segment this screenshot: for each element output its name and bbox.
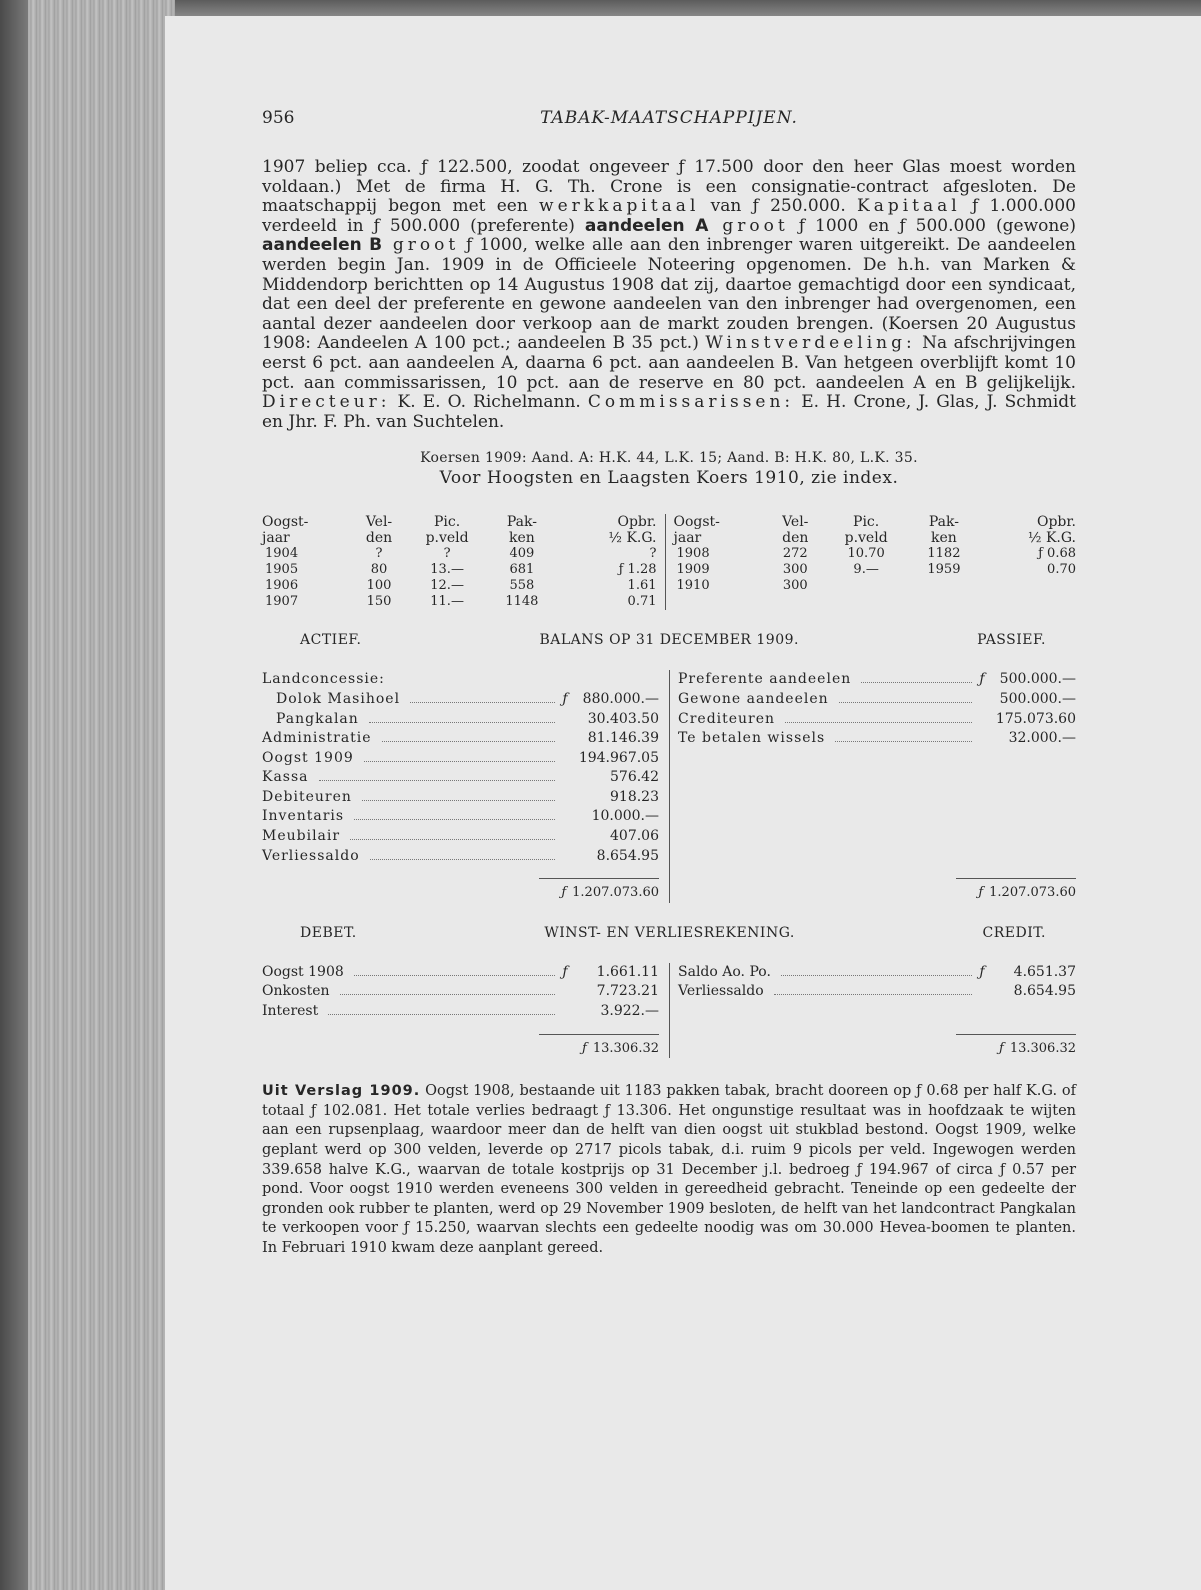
leader-dots: [781, 974, 972, 976]
leader-dots: [861, 681, 972, 683]
table-cell: 1909: [676, 562, 710, 578]
ledger-label: Preferente aandeelen: [678, 671, 852, 688]
column-header: Vel-: [782, 514, 809, 531]
credit-total: [678, 1039, 1076, 1059]
ledger-label: Verliessaldo: [678, 983, 764, 1000]
table-cell: ?: [649, 546, 657, 562]
profit-loss-title: WINST- EN VERLIESREKENING.: [544, 924, 795, 941]
ledger-amount: 32.000.—: [1008, 730, 1076, 747]
ledger-label: Interest: [262, 1003, 319, 1020]
description-paragraph: [262, 158, 1076, 432]
credit-column: [669, 963, 1076, 1058]
ledger-row: [262, 710, 659, 730]
ledger-label: Onkosten: [262, 983, 330, 1000]
table-row: [674, 562, 1077, 578]
harvest-header-row: [674, 530, 1077, 546]
ledger-amount: 880.000.—: [582, 690, 659, 707]
ledger-label: Oogst 1909: [262, 749, 354, 766]
table-cell: 300: [782, 562, 808, 578]
leader-dots: [774, 993, 972, 995]
currency-symbol: ƒ: [562, 963, 568, 980]
werkkapitaal-label: werkkapitaal: [539, 196, 700, 217]
table-cell: 1907: [265, 594, 299, 610]
text-run: ƒ 1000, welke alle aan den inbrenger waren uitgereikt. De aandeelen werden begin Jan. 1909 in de Officieele Noteering opgenomen. De h.h. van Marken & Middendorp berichtten op 14 Augustus 1908 dat zij, daartoe gemachtigd door een syndicaat, dat een deel der preferente en gewone aandeelen van den inbrenger had overgenomen, een aantal dezer aandeelen door verkoop aan de markt zouden brengen. (Koersen 20 Augustus 1908: Aandeelen A 100 pct.; aandeelen B 35 pct.): [262, 235, 1076, 354]
winstverdeeling-label: Winstverdeeling:: [705, 333, 916, 354]
column-header: den: [365, 530, 393, 547]
ledger-row: [262, 788, 659, 808]
balance-sheet: [262, 670, 1076, 903]
ledger-amount: 918.23: [610, 788, 659, 805]
ledger-row: [262, 729, 659, 749]
column-header: Pic.: [434, 514, 461, 531]
harvest-header-row: [262, 530, 665, 546]
debet-total: [262, 1039, 659, 1059]
actief-total: [262, 883, 659, 903]
table-cell: 1906: [265, 578, 299, 594]
table-cell: 80: [370, 562, 388, 578]
leader-dots: [410, 701, 555, 703]
ledger-row: [262, 963, 659, 983]
ledger-row: [678, 963, 1076, 983]
passief-total: [678, 883, 1076, 903]
page-header: [262, 108, 1076, 138]
table-cell: 10.70: [847, 546, 885, 562]
directeur-label: Directeur:: [262, 392, 391, 413]
text-run: ƒ 1000 en ƒ 500.000 (gewone): [788, 215, 1076, 236]
table-cell: 1182: [927, 546, 961, 562]
ledger-row: [262, 670, 659, 690]
currency-symbol: ƒ: [582, 1040, 587, 1056]
table-row: [674, 594, 1077, 610]
text-run: ƒ 122.500, zoodat ongeveer ƒ 17.500 door den heer Glas moest worden voldaan.) Met de firma H. G. Th. Crone is een consignatie-contract afgesloten. De maatschappij begon met een: [262, 157, 1076, 217]
ledger-row: [678, 729, 1076, 749]
ledger-row: [262, 1002, 659, 1022]
total-rule: [956, 878, 1076, 879]
column-header: ½ K.G.: [1027, 530, 1076, 547]
column-header: Pak-: [928, 514, 959, 531]
report-text: Oogst 1908, bestaande uit 1183 pakken tabak, bracht dooreen op ƒ 0.68 per half K.G. of totaal ƒ 102.081. Het totale verlies bedraagt ƒ 13.306. Het ongunstige resultaat was in hoofdzaak te wijten aan een rupsenplaag, waardoor meer dan de helft van dien oogst uit stukblad bestond. Oogst 1909, welke geplant werd op 300 velden, leverde op 2717 picols tabak, d.i. ruim 9 picols per veld. Ingewogen werden 339.658 halve K.G., waarvan de totale kostprijs op 31 December j.l. bedroeg ƒ 194.967 of circa ƒ 0.57 per pond. Voor oogst 1910 werden eveneens 300 velden in gereedheid gebracht. Teneinde op een gedeelte der gronden ook rubber te planten, werd op 29 November 1909 besloten, de helft van het landcontract Pangkalan te verkoopen voor ƒ 15.250, waarvan slechts een gedeelte noodig was om 30.000 Hevea-boomen te planten. In Februari 1910 kwam deze aanplant gereed.: [262, 1083, 1076, 1256]
currency-symbol: ƒ: [562, 690, 568, 707]
ledger-row: [678, 982, 1076, 1002]
ledger-label: Verliessaldo: [262, 847, 360, 864]
column-header: Opbr.: [617, 514, 657, 531]
profit-loss-account: [262, 963, 1076, 1058]
ledger-row: [262, 807, 659, 827]
column-header: jaar: [262, 530, 290, 547]
ledger-amount: 407.06: [610, 828, 659, 845]
running-title: TABAK-MAATSCHAPPIJEN.: [540, 108, 798, 128]
text-run: E. H. Crone, J. Glas, J. Schmidt en Jhr. F. Ph. van Suchtelen.: [262, 392, 1076, 432]
table-cell: ?: [375, 546, 383, 562]
ledger-row: [262, 768, 659, 788]
table-cell: 0.71: [627, 594, 657, 610]
passief-heading: PASSIEF.: [977, 632, 1046, 649]
aandeelen-a-label: aandeelen A: [584, 215, 709, 236]
ledger-row: [678, 670, 1076, 690]
leader-dots: [835, 740, 972, 742]
leader-dots: [354, 974, 555, 976]
table-cell: 300: [782, 578, 808, 594]
currency-symbol: ƒ: [561, 885, 567, 901]
profit-loss-title-row: [262, 925, 1076, 941]
table-cell: 558: [509, 578, 535, 594]
total-amount: 1.207.073.60: [572, 885, 659, 901]
leader-dots: [839, 701, 972, 703]
page-number: 956: [262, 108, 295, 128]
column-header: p.veld: [425, 530, 469, 547]
ledger-amount: 500.000.—: [999, 671, 1076, 688]
leader-dots: [370, 858, 555, 860]
table-cell: 150: [366, 594, 392, 610]
table-row: [674, 578, 1077, 594]
table-row: [262, 546, 665, 562]
ledger-label: Crediteuren: [678, 710, 776, 727]
harvest-table-left: [262, 514, 665, 610]
leader-dots: [364, 760, 555, 762]
table-cell: 1.61: [627, 578, 657, 594]
harvest-header-row: [262, 514, 665, 530]
company-description: [262, 158, 1076, 432]
spacer: [678, 749, 1076, 867]
column-header: Pic.: [853, 514, 880, 531]
column-header: Pak-: [506, 514, 537, 531]
ledger-amount: 8.654.95: [1013, 983, 1076, 1000]
text-run: Na afschrijvingen eerst 6 pct. aan aandeelen A, daarna 6 pct. aan aandeelen B. Van hetgeen overblijft komt 10 pct. aan commissarissen, 10 pct. aan de reserve en 80 pct. aandeelen A en B gelijkelijk.: [262, 333, 1077, 393]
leader-dots: [785, 721, 972, 723]
debet-column: [262, 963, 669, 1058]
index-reference-line: Voor Hoogsten en Laagsten Koers 1910, zie index.: [439, 468, 899, 489]
column-header: den: [782, 530, 809, 547]
table-cell: 13.—: [430, 562, 464, 578]
report-heading: Uit Verslag 1909.: [262, 1083, 421, 1100]
table-cell: 100: [366, 578, 392, 594]
ledger-row: [262, 827, 659, 847]
text-run: ƒ 1.000.000 verdeeld in ƒ 500.000 (preferente): [262, 196, 1076, 236]
table-cell: 1904: [265, 546, 299, 562]
leader-dots: [350, 838, 555, 840]
text-run: 1907 beliep cca.: [262, 157, 422, 177]
currency-symbol: ƒ: [999, 1040, 1004, 1056]
ledger-amount: 194.967.05: [578, 749, 659, 766]
actief-heading: ACTIEF.: [300, 632, 362, 649]
kapitaal-label: Kapitaal: [857, 196, 961, 217]
currency-symbol: ƒ: [979, 963, 985, 980]
ledger-amount: 7.723.21: [596, 983, 659, 1000]
leader-dots: [354, 818, 555, 820]
ledger-amount: 3.922.—: [600, 1003, 659, 1020]
total-amount: 13.306.32: [592, 1040, 659, 1056]
ledger-amount: 175.073.60: [995, 710, 1076, 727]
leader-dots: [328, 1013, 555, 1015]
table-cell: [978, 578, 1076, 594]
ledger-row: [678, 690, 1076, 710]
table-cell: 12.—: [430, 578, 464, 594]
ledger-amount: 500.000.—: [999, 690, 1076, 707]
ledger-label: Te betalen wissels: [678, 730, 826, 747]
ledger-label: Debiteuren: [262, 788, 352, 805]
table-cell: [822, 578, 910, 594]
page-content: [262, 108, 1076, 1259]
ledger-row: [678, 710, 1076, 730]
ledger-row: [262, 847, 659, 867]
leader-dots: [382, 740, 555, 742]
ledger-amount: 576.42: [610, 769, 659, 786]
annual-report-1909: [262, 1082, 1076, 1258]
leader-dots: [369, 721, 555, 723]
table-cell: 9.—: [853, 562, 879, 578]
harvest-header-row: [674, 514, 1077, 530]
text-run: K. E. O. Richelmann.: [390, 392, 588, 413]
groot-label: groot: [382, 235, 460, 256]
ledger-amount: 1.661.11: [596, 963, 659, 980]
ledger-amount: 4.651.37: [1013, 963, 1076, 980]
total-amount: 1.207.073.60: [989, 885, 1076, 901]
ledger-label: Administratie: [262, 730, 372, 747]
column-header: ½ K.G.: [608, 530, 657, 547]
table-cell: [910, 578, 978, 594]
total-rule: [956, 1034, 1076, 1035]
groot-label: groot: [708, 215, 789, 236]
koersen-1909-line: Koersen 1909: Aand. A: H.K. 44, L.K. 15; Aand. B: H.K. 80, L.K. 35.: [420, 450, 918, 467]
table-cell: ƒ 1.28: [618, 562, 657, 578]
table-row: [674, 546, 1077, 562]
spacer: [678, 1002, 1076, 1022]
total-rule: [539, 1034, 659, 1035]
leader-dots: [362, 799, 555, 801]
ledger-label: Kassa: [262, 769, 309, 786]
column-header: ken: [931, 530, 957, 547]
table-cell: 1959: [927, 562, 961, 578]
balance-sheet-title: BALANS OP 31 DECEMBER 1909.: [539, 632, 799, 649]
ledger-label: Oogst 1908: [262, 963, 344, 980]
table-row: [262, 562, 665, 578]
table-cell: 1148: [505, 594, 539, 610]
currency-symbol: ƒ: [978, 885, 984, 901]
ledger-label: Saldo Ao. Po.: [678, 963, 771, 980]
column-header: jaar: [673, 530, 702, 547]
ledger-label: Dolok Masihoel: [276, 690, 401, 707]
aandeelen-b-label: aandeelen B: [262, 235, 383, 256]
column-header: ken: [508, 530, 535, 547]
table-cell: ?: [443, 546, 451, 562]
debet-heading: DEBET.: [300, 924, 357, 941]
table-cell: 11.—: [430, 594, 464, 610]
table-cell: ƒ 0.68: [1038, 546, 1076, 562]
ledger-amount: 81.146.39: [587, 730, 659, 747]
ledger-amount: 10.000.—: [591, 808, 659, 825]
book-page-edges: [0, 0, 175, 1590]
ledger-amount: 30.403.50: [587, 710, 659, 727]
ledger-label: Landconcessie:: [262, 671, 385, 688]
table-cell: 1908: [676, 546, 710, 562]
table-row: [262, 578, 665, 594]
actief-column: [262, 670, 669, 903]
text-run: van ƒ 250.000.: [699, 196, 858, 217]
column-header: Oogst-: [673, 514, 720, 531]
ledger-row: [262, 749, 659, 769]
table-cell: 409: [509, 546, 535, 562]
leader-dots: [319, 779, 555, 781]
ledger-amount: 8.654.95: [596, 847, 659, 864]
table-cell: 1905: [265, 562, 299, 578]
ledger-row: [262, 690, 659, 710]
column-header: Vel-: [365, 514, 393, 531]
harvest-table: [262, 514, 1076, 610]
table-cell: 681: [509, 562, 535, 578]
ledger-label: Pangkalan: [276, 710, 359, 727]
ledger-label: Gewone aandeelen: [678, 690, 829, 707]
leader-dots: [340, 993, 555, 995]
balance-sheet-title-row: [262, 632, 1076, 648]
ledger-label: Meubilair: [262, 828, 341, 845]
column-header: p.veld: [844, 530, 888, 547]
total-rule: [539, 878, 659, 879]
table-cell: 0.70: [1047, 562, 1076, 578]
table-row: [262, 594, 665, 610]
currency-symbol: ƒ: [979, 671, 985, 688]
total-amount: 13.306.32: [1009, 1040, 1076, 1056]
table-cell: 1910: [676, 578, 710, 594]
ledger-row: [262, 982, 659, 1002]
commissarissen-label: Commissarissen:: [587, 392, 795, 413]
ledger-label: Inventaris: [262, 808, 345, 825]
harvest-table-right: [665, 514, 1077, 610]
passief-column: [669, 670, 1076, 903]
table-cell: 272: [782, 546, 808, 562]
credit-heading: CREDIT.: [982, 924, 1046, 941]
column-header: Opbr.: [1036, 514, 1076, 531]
column-header: Oogst-: [262, 514, 309, 531]
